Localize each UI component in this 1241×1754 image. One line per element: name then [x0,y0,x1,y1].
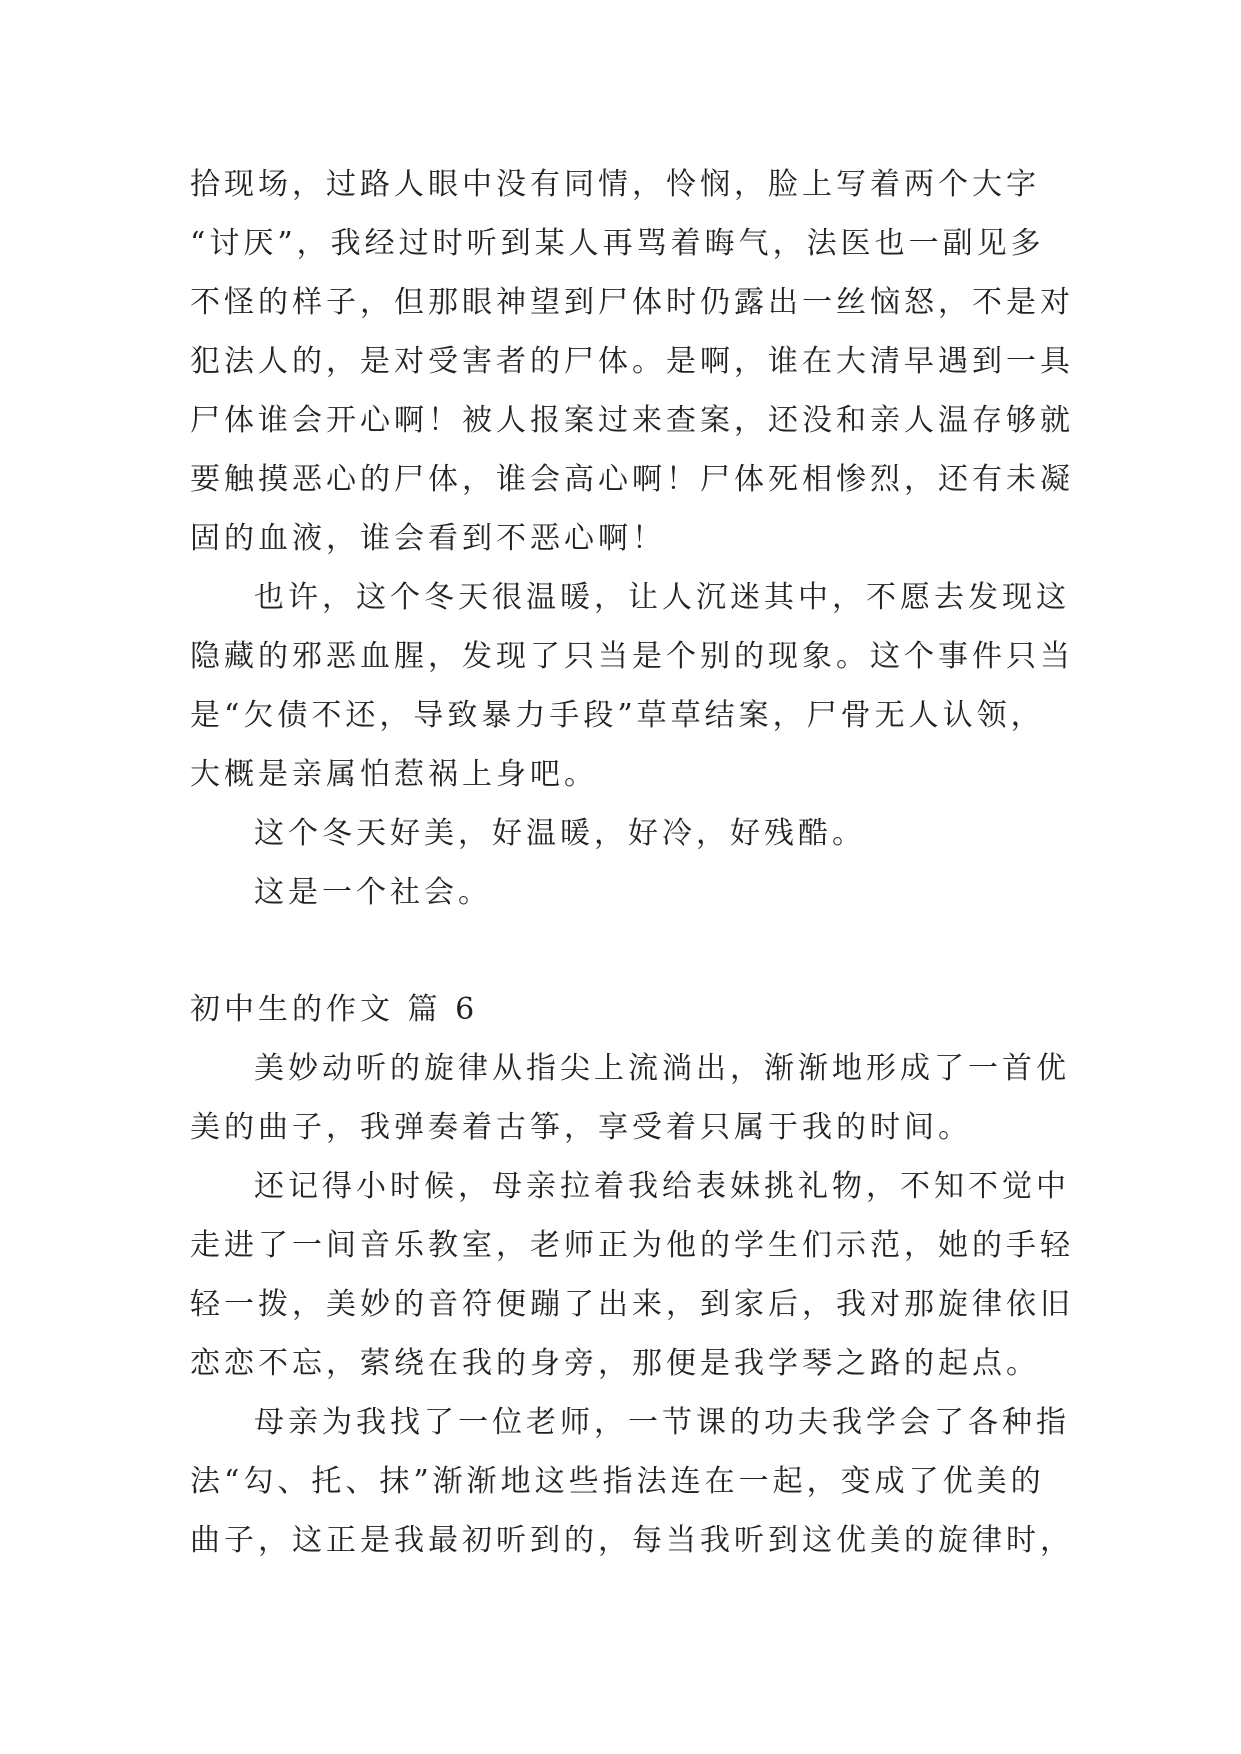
text-line: 固的血液，谁会看到不恶心啊！ [190,521,666,556]
text-line: 是“欠债不还，导致暴力手段”草草结案，尸骨无人认领， [190,698,1045,733]
text-line: 美的曲子，我弹奏着古筝，享受着只属于我的时间。 [190,1110,972,1145]
text-line: 曲子，这正是我最初听到的，每当我听到这优美的旋律时， [190,1523,1074,1558]
text-line: 这个冬天好美，好温暖，好冷，好残酷。 [254,816,866,851]
text-line: 法“勾、托、抹”渐渐地这些指法连在一起，变成了优美的 [190,1464,1045,1499]
text-line: 还记得小时候，母亲拉着我给表妹挑礼物，不知不觉中 [254,1169,1070,1204]
section-heading: 初中生的作文 篇 6 [190,992,479,1027]
text-line: 隐藏的邪恶血腥，发现了只当是个别的现象。这个事件只当 [190,639,1074,674]
text-line: 大概是亲属怕惹祸上身吧。 [190,757,598,792]
text-line: 拾现场，过路人眼中没有同情，怜悯，脸上写着两个大字 [190,167,1040,202]
text-line: 不怪的样子，但那眼神望到尸体时仍露出一丝恼怒，不是对 [190,285,1074,320]
text-line: 母亲为我找了一位老师，一节课的功夫我学会了各种指 [254,1405,1070,1440]
text-line: 美妙动听的旋律从指尖上流淌出，渐渐地形成了一首优 [254,1051,1070,1086]
text-line: 轻一拨，美妙的音符便蹦了出来，到家后，我对那旋律依旧 [190,1287,1074,1322]
text-line: 这是一个社会。 [254,875,492,910]
text-line: 犯法人的，是对受害者的尸体。是啊，谁在大清早遇到一具 [190,344,1074,379]
text-line: 尸体谁会开心啊！被人报案过来查案，还没和亲人温存够就 [190,403,1074,438]
text-line: 恋恋不忘，萦绕在我的身旁，那便是我学琴之路的起点。 [190,1346,1040,1381]
text-line: 走进了一间音乐教室，老师正为他的学生们示范，她的手轻 [190,1228,1074,1263]
text-line: 也许，这个冬天很温暖，让人沉迷其中，不愿去发现这 [254,580,1070,615]
text-line: “讨厌”，我经过时听到某人再骂着晦气，法医也一副见多 [190,226,1045,261]
text-line: 要触摸恶心的尸体，谁会高心啊！尸体死相惨烈，还有未凝 [190,462,1074,497]
